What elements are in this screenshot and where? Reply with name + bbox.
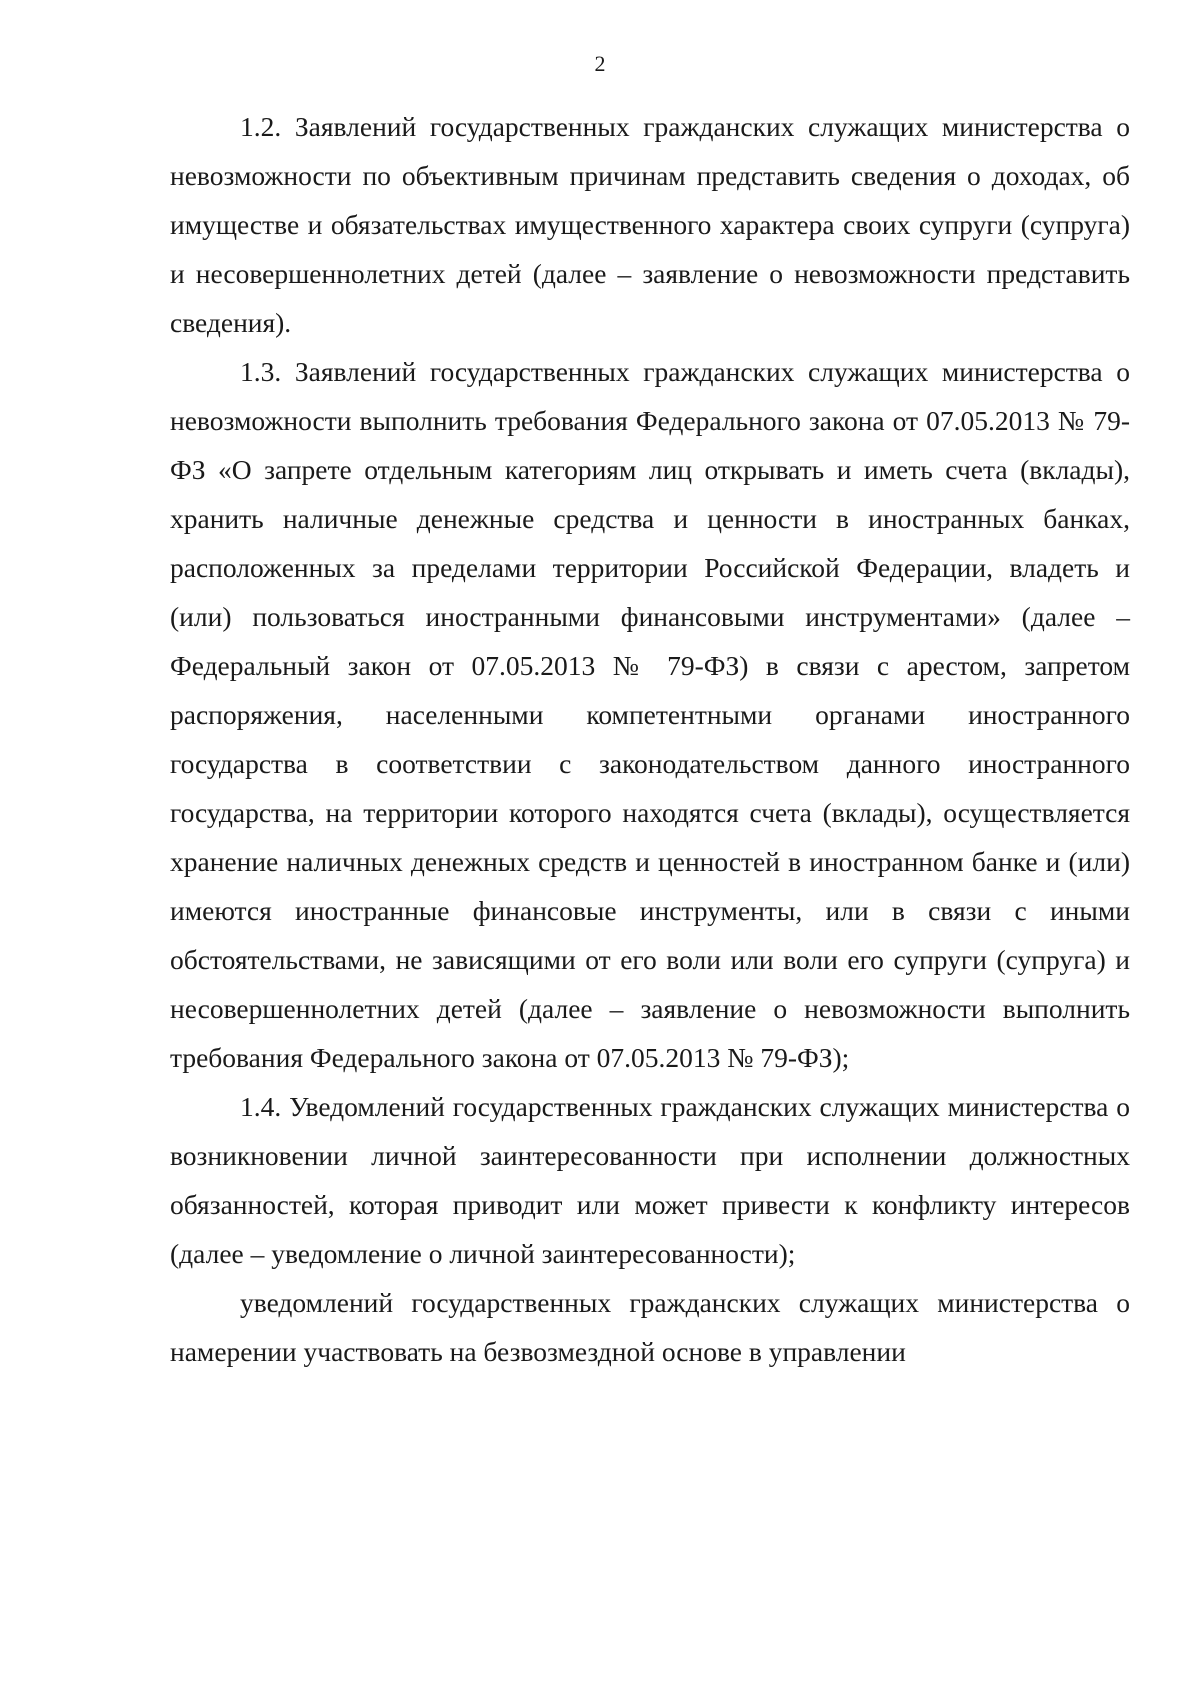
page-number: 2	[594, 51, 606, 76]
paragraph-1-3: 1.3. Заявлений государственных гражданских служащих министерства о невозможности выполнить требования Федерального закона от 07.05.2013 № 79-ФЗ «О запрете отдельным категориям лиц открывать и иметь счета (вклады), хранить наличные денежные средства и ценности в иностранных банках, расположенных за пределами территории Российской Федерации, владеть и (или) пользоваться иностранными финансовыми инструментами» (далее – Федеральный закон от 07.05.2013 № 79-ФЗ) в связи с арестом, запретом распоряжения, населенными компетентными органами иностранного государства в соответствии с законодательством данного иностранного государства, на территории которого находятся счета (вклады), осуществляется хранение наличных денежных средств и ценностей в иностранном банке и (или) имеются иностранные финансовые инструменты, или в связи с иными обстоятельствами, не зависящими от его воли или воли его супруги (супруга) и несовершеннолетних детей (далее – заявление о невозможности выполнить требования Федерального закона от 07.05.2013 № 79-ФЗ);	[170, 356, 1130, 1073]
document-body	[170, 102, 1130, 1376]
paragraph-1-2: 1.2. Заявлений государственных гражданских служащих министерства о невозможности по объективным причинам представить сведения о доходах, об имуществе и обязательствах имущественного характера своих супруги (супруга) и несовершеннолетних детей (далее – заявление о невозможности представить сведения).	[170, 111, 1130, 338]
paragraph-1-4: 1.4. Уведомлений государственных гражданских служащих министерства о возникновении личной заинтересованности при исполнении должностных обязанностей, которая приводит или может привести к конфликту интересов (далее – уведомление о личной заинтересованности);	[170, 1091, 1130, 1269]
paragraph-notifications: уведомлений государственных гражданских служащих министерства о намерении участвовать на безвозмездной основе в управлении	[170, 1287, 1130, 1367]
